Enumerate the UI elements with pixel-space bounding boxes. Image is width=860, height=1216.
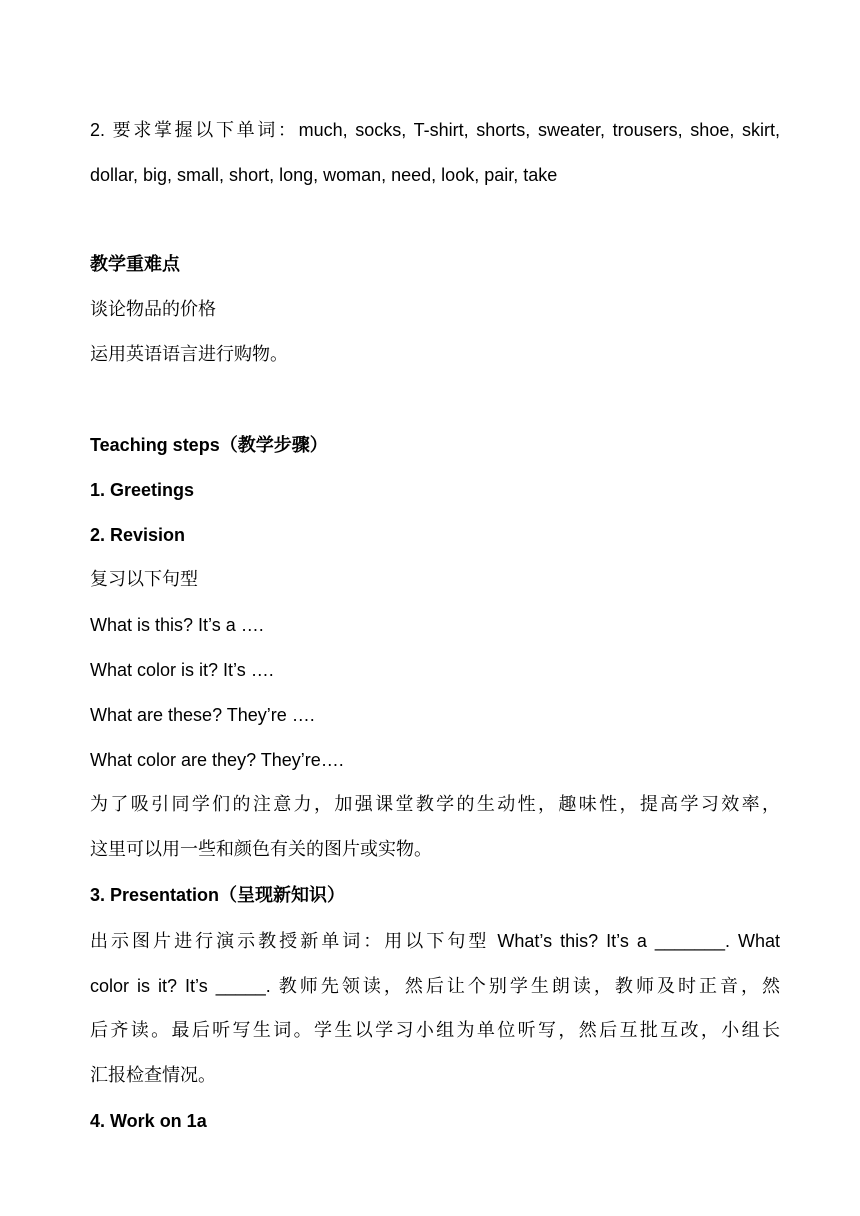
revision-note-line: 为了吸引同学们的注意力，加强课堂教学的生动性，趣味性，提高学习效率， [90, 794, 780, 815]
step-work-on-1a: 4. Work on 1a [90, 1111, 207, 1131]
presentation-text-line: 后齐读。最后听写生词。学生以学习小组为单位听写，然后互批互改，小组长 [90, 1020, 780, 1041]
step-revision: 2. Revision [90, 525, 186, 545]
sentence-pattern: What color is it? It’s …. [90, 660, 274, 680]
sentence-pattern: What color are they? They’re…. [90, 750, 344, 770]
teaching-steps-heading: Teaching steps（教学步骤） [90, 435, 328, 455]
revision-note-line: 这里可以用一些和颜色有关的图片或实物。 [90, 839, 432, 860]
sentence-pattern: What is this? It’s a …. [90, 615, 264, 635]
key-points-heading: 教学重难点 [90, 254, 180, 275]
key-point-item: 谈论物品的价格 [90, 299, 216, 320]
presentation-text-line: 汇报检查情况。 [90, 1065, 216, 1086]
step-presentation: 3. Presentation（呈现新知识） [90, 885, 346, 905]
vocab-line-2: dollar, big, small, short, long, woman, need, look, pair, take [90, 165, 558, 185]
presentation-text-line: color is it? It’s _____. 教师先领读，然后让个别学生朗读，教师及时正音，然 [90, 976, 780, 996]
revision-intro: 复习以下句型 [90, 569, 198, 590]
key-point-item: 运用英语语言进行购物。 [90, 344, 288, 365]
sentence-pattern: What are these? They’re …. [90, 705, 315, 725]
step-greetings: 1. Greetings [90, 480, 195, 500]
presentation-text-line: 出示图片进行演示教授新单词：用以下句型 What’s this? It’s a _______. What [90, 931, 780, 951]
vocab-line-1: 2. 要求掌握以下单词：much, socks, T-shirt, shorts, sweater, trousers, shoe, skirt, [90, 120, 780, 140]
